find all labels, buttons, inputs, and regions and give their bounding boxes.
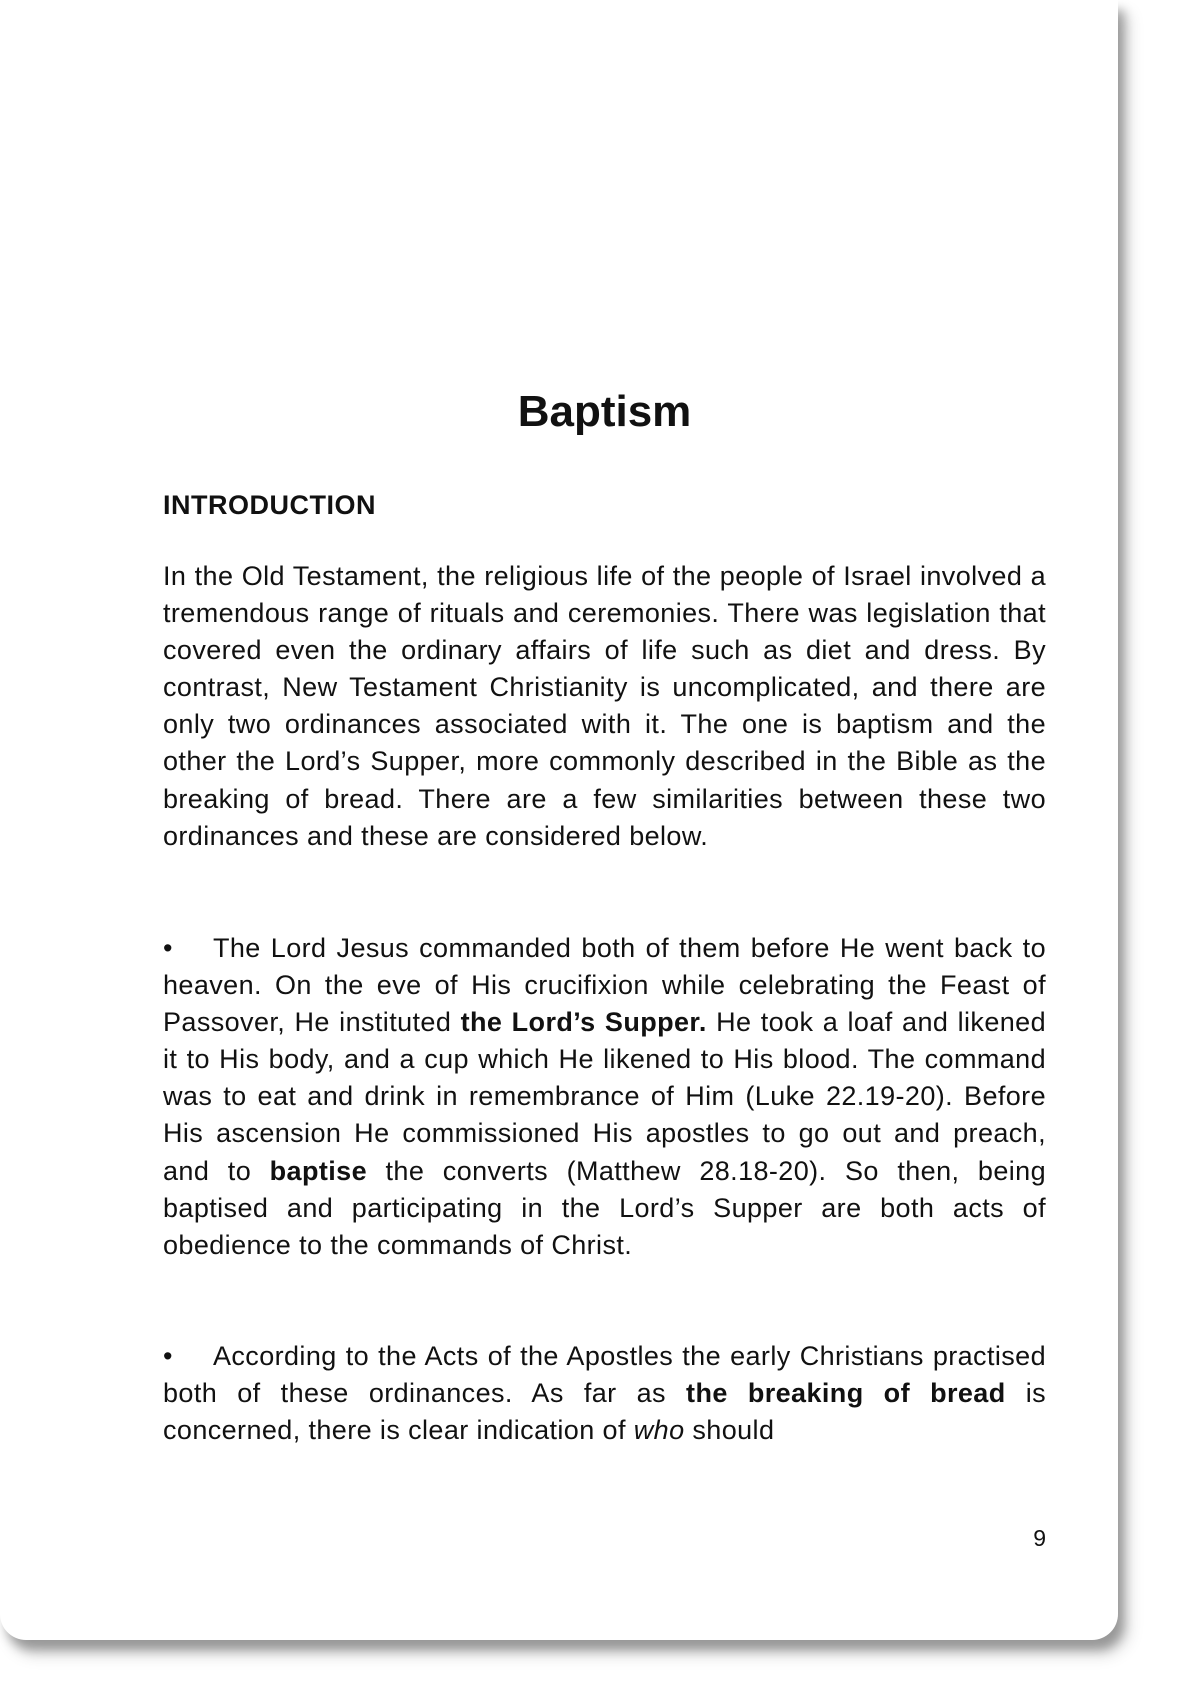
bullet1-text-b: He took a loaf and likened it to His body, and a cup which He likened to His blood. The command was to eat and drink in remembrance of Him (Luke 22.19-20). Before His ascension He commissioned His apostles to go out and preach, and to [163, 1007, 1046, 1186]
bullet1-bold-a: the Lord’s Supper. [460, 1007, 707, 1038]
bullet2-italic-a: who [633, 1415, 685, 1446]
bullet-paragraph-2 [163, 1338, 1046, 1449]
intro-paragraph: In the Old Testament, the religious life of the people of Israel involved a tremendous range of rituals and ceremonies. There was legislation that covered even the ordinary affairs of life such as diet and dress. By contrast, New Testament Christianity is uncomplicated, and there are only two ordinances associated with it. The one is baptism and the other the Lord’s Supper, more commonly described in the Bible as the breaking of bread. There are a few similarities between these two ordinances and these are considered below. [163, 561, 1046, 851]
bullet-marker: • [163, 933, 173, 963]
section-heading: INTRODUCTION [163, 490, 376, 520]
bullet-marker: • [163, 1341, 173, 1371]
bullet-paragraph-1 [163, 930, 1046, 1264]
bullet1-text-a: The Lord Jesus commanded both of them before He went back to heaven. On the eve of His crucifixion while celebrating the Feast of Passover, He instituted [163, 933, 1046, 1038]
bullet2-text-c: should [684, 1415, 775, 1446]
bullet1-text-c: the converts (Matthew 28.18-20). So then, being baptised and participating in the Lord’s Supper are both acts of obedience to the commands of Christ. [163, 1155, 1046, 1260]
bullet2-text-b: is concerned, there is clear indication of [163, 1378, 1046, 1446]
page-number: 9 [1033, 1525, 1046, 1551]
chapter-title: Baptism [517, 387, 692, 436]
bullet2-bold-a: the breaking of bread [686, 1378, 1006, 1409]
bullet2-text-a: According to the Acts of the Apostles the early Christians practised both of these ordinances. As far as [163, 1341, 1046, 1409]
bullet1-bold-b: baptise [269, 1155, 367, 1186]
